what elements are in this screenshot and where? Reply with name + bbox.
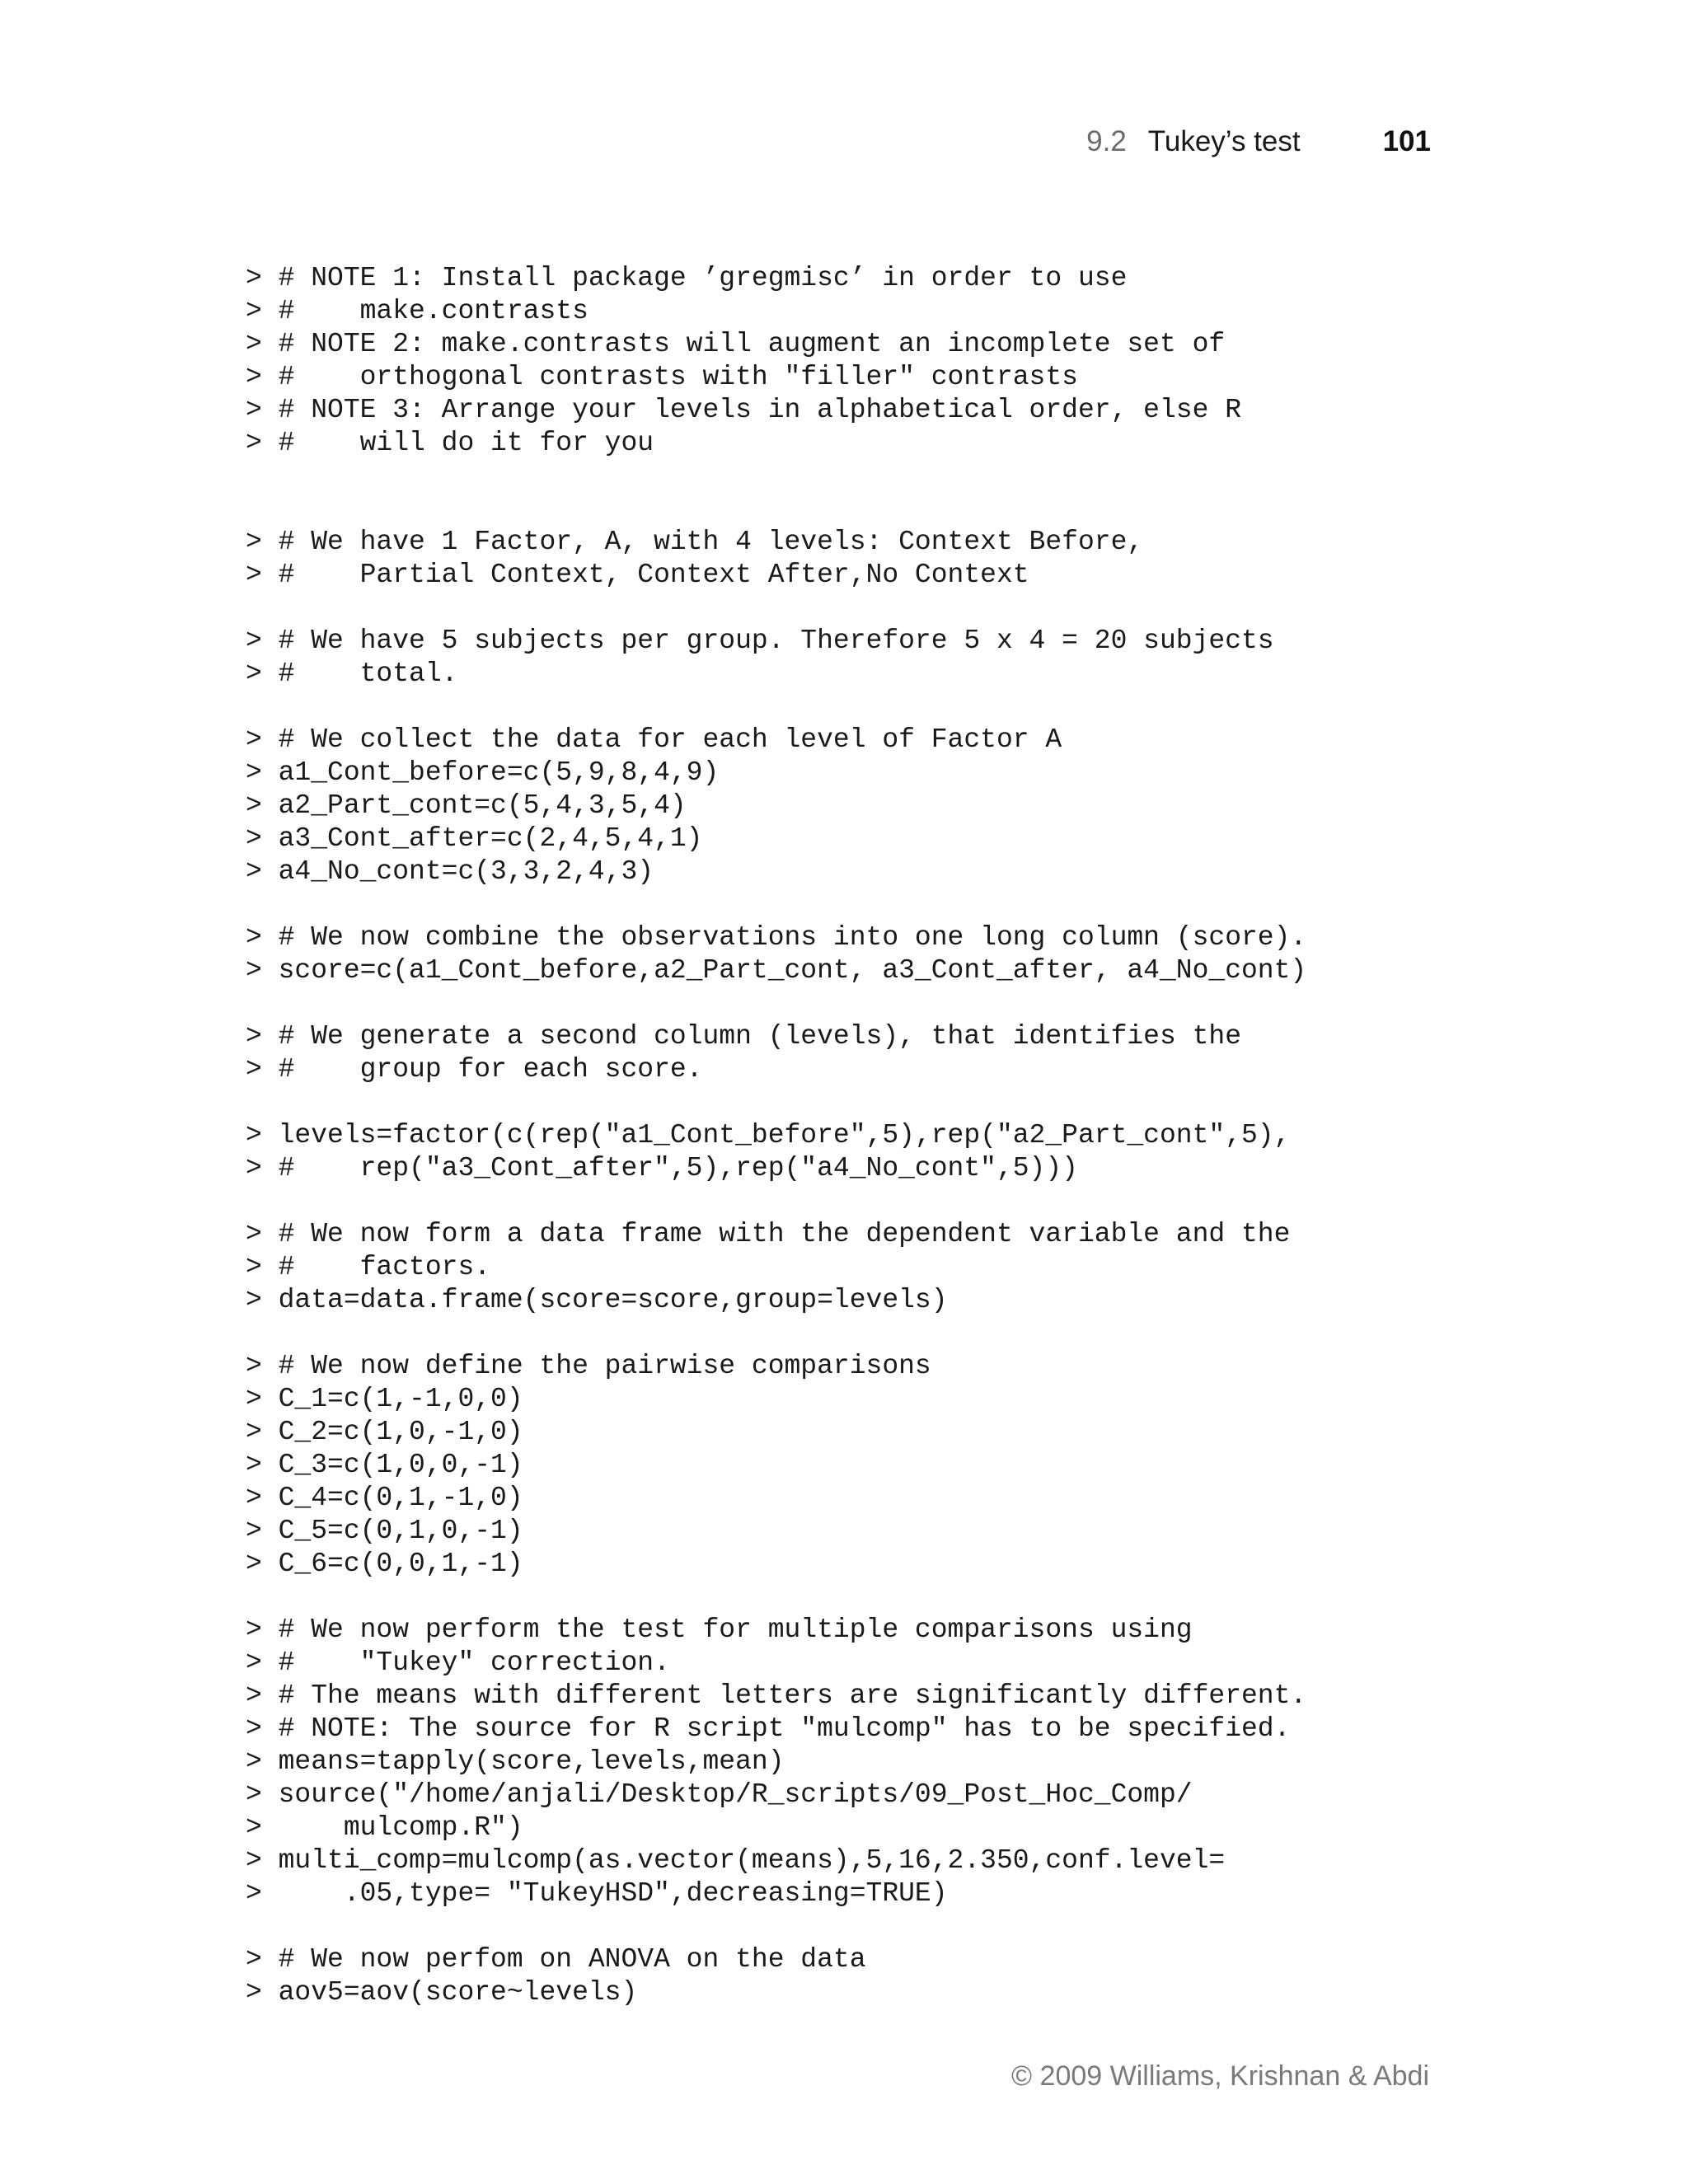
section-number: 9.2	[1086, 125, 1127, 157]
code-line-c2: > C_2=c(1,0,-1,0)	[246, 1417, 523, 1447]
code-line-second-column-comment: > # We generate a second column (levels), that identifies the	[246, 1021, 1241, 1052]
code-line-score: > score=c(a1_Cont_before,a2_Part_cont, a3_Cont_after, a4_No_cont)	[246, 955, 1307, 986]
code-line-tukey-comment: > # We now perform the test for multiple comparisons using	[246, 1615, 1193, 1645]
code-line-data-frame-comment: > # We now form a data frame with the dependent variable and the	[246, 1219, 1291, 1249]
running-header	[1086, 125, 1431, 165]
r-code-listing	[246, 262, 1482, 2009]
page-number: 101	[1382, 125, 1431, 157]
code-line-levels: > levels=factor(c(rep("a1_Cont_before",5),rep("a2_Part_cont",5),	[246, 1120, 1291, 1151]
code-line-data-frame-comment-cont: > # factors.	[246, 1252, 491, 1282]
code-spacer	[246, 592, 1482, 625]
code-line-multi-comp-cont: > .05,type= "TukeyHSD",decreasing=TRUE)	[246, 1878, 948, 1909]
code-line-data-frame: > data=data.frame(score=score,group=levels)	[246, 1285, 948, 1315]
code-spacer	[246, 987, 1482, 1020]
code-line-aov: > aov5=aov(score~levels)	[246, 1977, 638, 2008]
code-spacer	[246, 888, 1482, 921]
code-line-factor: > # We have 1 Factor, A, with 4 levels: Context Before,	[246, 527, 1144, 557]
code-line-comparisons-comment: > # We now define the pairwise comparisons	[246, 1351, 931, 1381]
copyright-footer: © 2009 Williams, Krishnan & Abdi	[1011, 2060, 1429, 2092]
code-line-collect-comment: > # We collect the data for each level of Factor A	[246, 724, 1062, 755]
code-line-c6: > C_6=c(0,0,1,-1)	[246, 1549, 523, 1579]
code-line-note-1: > # NOTE 1: Install package ’gregmisc’ in order to use	[246, 263, 1128, 293]
code-line-means-comment: > # The means with different letters are significantly different.	[246, 1680, 1307, 1711]
code-line-source-cont: > mulcomp.R")	[246, 1812, 523, 1843]
code-line-levels-cont: > # rep("a3_Cont_after",5),rep("a4_No_cont",5)))	[246, 1153, 1078, 1183]
code-line-c4: > C_4=c(0,1,-1,0)	[246, 1483, 523, 1513]
code-line-note-3-cont: > # will do it for you	[246, 428, 654, 458]
code-line-a3: > a3_Cont_after=c(2,4,5,4,1)	[246, 823, 703, 854]
code-line-c1: > C_1=c(1,-1,0,0)	[246, 1384, 523, 1414]
code-spacer	[246, 1086, 1482, 1119]
code-line-a1: > a1_Cont_before=c(5,9,8,4,9)	[246, 757, 720, 788]
code-spacer	[246, 1317, 1482, 1350]
code-line-factor-cont: > # Partial Context, Context After,No Context	[246, 560, 1029, 590]
code-line-multi-comp: > multi_comp=mulcomp(as.vector(means),5,16,2.350,conf.level=	[246, 1845, 1226, 1876]
code-line-tukey-comment-cont: > # "Tukey" correction.	[246, 1647, 670, 1678]
code-line-subjects-cont: > # total.	[246, 658, 458, 689]
code-line-subjects: > # We have 5 subjects per group. Therefore 5 x 4 = 20 subjects	[246, 626, 1274, 656]
code-line-note-1-cont: > # make.contrasts	[246, 296, 588, 326]
code-line-a2: > a2_Part_cont=c(5,4,3,5,4)	[246, 790, 687, 821]
code-line-a4: > a4_No_cont=c(3,3,2,4,3)	[246, 856, 654, 887]
code-line-c3: > C_3=c(1,0,0,-1)	[246, 1450, 523, 1480]
code-line-source-note: > # NOTE: The source for R script "mulcomp" has to be specified.	[246, 1713, 1291, 1744]
code-spacer	[246, 460, 1482, 526]
code-line-means: > means=tapply(score,levels,mean)	[246, 1746, 785, 1777]
code-line-source: > source("/home/anjali/Desktop/R_scripts/09_Post_Hoc_Comp/	[246, 1779, 1193, 1810]
code-line-c5: > C_5=c(0,1,0,-1)	[246, 1516, 523, 1546]
section-title: Tukey’s test	[1147, 125, 1301, 157]
code-line-note-3: > # NOTE 3: Arrange your levels in alphabetical order, else R	[246, 395, 1241, 425]
code-spacer	[246, 1910, 1482, 1943]
code-line-combine-comment: > # We now combine the observations into one long column (score).	[246, 922, 1307, 953]
code-line-anova-comment: > # We now perfom on ANOVA on the data	[246, 1944, 866, 1975]
code-line-note-2-cont: > # orthogonal contrasts with "filler" contrasts	[246, 362, 1078, 392]
code-line-second-column-cont: > # group for each score.	[246, 1054, 703, 1085]
code-spacer	[246, 691, 1482, 724]
code-spacer	[246, 1185, 1482, 1218]
code-line-note-2: > # NOTE 2: make.contrasts will augment an incomplete set of	[246, 329, 1226, 359]
code-spacer	[246, 1581, 1482, 1614]
